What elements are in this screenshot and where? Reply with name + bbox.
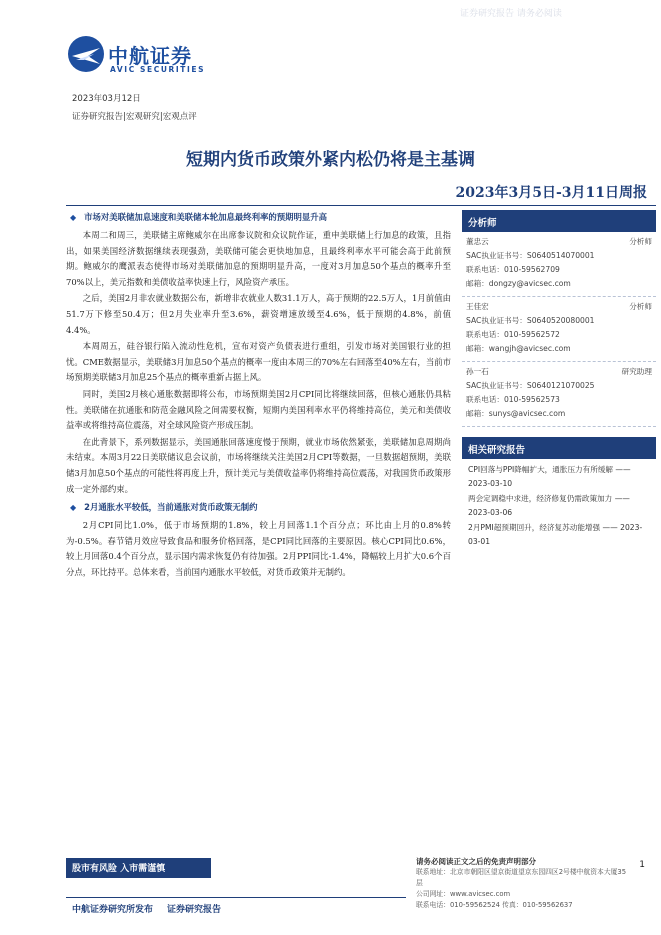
disclaimer-line: 联系电话：010-59562524 传真：010-59562637 <box>416 901 573 909</box>
related-report-link[interactable]: 两会定调稳中求进，经济修复仍需政策加力 —— 2023-03-06 <box>468 494 630 517</box>
sidebar-heading-analysts: 分析师 <box>462 210 656 232</box>
analyst-license: SAC执业证书号：S0640121070025 <box>466 381 595 390</box>
company-logo <box>66 34 226 80</box>
paragraph: 之后，美国2月非农就业数据公布，新增非农就业人数31.1万人，高于预期的22.5万人，1月前值由51.7万下修至50.4万；但2月失业率升至3.6%，薪资增速放缓至4.6%，低于预期的4.8%，前值4.4%。 <box>66 293 451 335</box>
analyst-license: SAC执业证书号：S0640520080001 <box>466 316 595 325</box>
disclaimer-line: 联系地址：北京市朝阳区望京街道望京东园四区2号楼中航资本大厦35层 <box>416 868 627 887</box>
analyst-title: 研究助理 <box>621 367 652 376</box>
logo-chinese-name: 中航证券 <box>108 44 192 68</box>
page-title: 短期内货币政策外紧内松仍将是主基调 <box>186 150 475 170</box>
analyst-email[interactable]: 邮箱：sunys@avicsec.com <box>466 409 566 418</box>
analyst-name: 王佳宏 <box>466 302 489 311</box>
analyst-email[interactable]: 邮箱：wangjh@avicsec.com <box>466 344 571 353</box>
footer-publisher: 中航证券研究所发布 <box>72 905 154 915</box>
diamond-bullet-icon: ◆ <box>70 213 77 223</box>
paragraph: 本周周五，硅谷银行陷入流动性危机，宣布对资产负债表进行重组，引发市场对美国银行业的担忧。CME数据显示，美联储3月加息50个基点的概率一度由本周三的70%左右回落至40%左右，当前市场预期美联储3月加息25个基点的概率重新占据上风。 <box>66 341 451 383</box>
analyst-email[interactable]: 邮箱：dongzy@avicsec.com <box>466 279 571 288</box>
section-heading-2 <box>66 498 451 518</box>
footer <box>72 902 221 915</box>
paragraph: 2月CPI同比1.0%，低于市场预期的1.8%，较上月回落1.1个百分点；环比由上月的0.8%转为-0.5%。春节错月效应导致食品和服务价格回落，是CPI同比回落的主要原因。核心CPI同比0.6%，较上月回落0.4个百分点，显示国内需求恢复仍有待加强。2月PPI同比-1.4%，降幅较上月扩大0.6个百分点，环比持平。总体来看，当前国内通胀水平较低，对货币政策并无制约。 <box>66 520 451 577</box>
analyst-title: 分析师 <box>629 237 652 246</box>
top-header-tag: 证券研究报告 请务必阅读 <box>460 9 562 19</box>
sidebar-heading-reports: 相关研究报告 <box>462 437 656 459</box>
risk-warning-badge: 股市有风险 入市需谨慎 <box>66 858 211 878</box>
sidebar <box>462 210 656 860</box>
analyst-phone: 联系电话：010-59562573 <box>466 395 560 404</box>
disclaimer-block <box>416 856 631 911</box>
logo-english-name: AVIC SECURITIES <box>110 65 206 74</box>
analyst-card <box>462 362 656 427</box>
related-report-link[interactable]: 2月PMI超预期回升，经济复苏动能增强 —— 2023-03-01 <box>468 523 643 546</box>
related-reports-list <box>462 459 656 554</box>
report-series: 证券研究报告|宏观研究|宏观点评 <box>72 112 197 122</box>
diamond-bullet-icon: ◆ <box>70 503 77 513</box>
analyst-title: 分析师 <box>629 302 652 311</box>
disclaimer-title: 请务必阅读正文之后的免责声明部分 <box>416 857 536 866</box>
paragraph: 在此背景下，系列数据显示，美国通胀回落速度慢于预期，就业市场依然紧张，美联储加息周期尚未结束。本周3月22日美联储议息会议前，市场将继续关注美国2月CPI等数据，一旦数据超预期，美联储3月加息50个基点的可能性将再度上升，预计美元与美债收益率仍将维持高位震荡，对我国货币政策形成一定外部约束。 <box>66 436 451 494</box>
page-number: 1 <box>639 860 645 870</box>
page-subtitle: 2023年3月5日-3月11日周报 <box>455 185 647 201</box>
paragraph: 本周二和周三，美联储主席鲍威尔在出席参议院和众议院作证，重申美联储上行加息的政策，且指出，如果美国经济数据继续表现强劲，美联储可能会更快地加息，且最终利率水平可能会高于此前预期。鲍威尔的鹰派表态使得市场对美联储加息的预期明显升高，一度对3月加息50个基点的概率升至70%以上，美元指数和美债收益率快速上行，风险资产承压。 <box>66 230 451 287</box>
analyst-phone: 联系电话：010-59562709 <box>466 265 560 274</box>
title-divider <box>66 205 656 206</box>
main-content <box>66 208 451 860</box>
analyst-name: 董忠云 <box>466 237 489 246</box>
analyst-card <box>462 297 656 362</box>
report-date: 2023年03月12日 <box>72 94 141 104</box>
section-heading-1 <box>66 208 451 228</box>
analyst-card <box>462 232 656 297</box>
analyst-name: 孙一石 <box>466 367 489 376</box>
footer-divider <box>66 897 406 898</box>
disclaimer-line: 公司网址：www.avicsec.com <box>416 890 511 898</box>
section-heading-text: 市场对美联储加息速度和美联储本轮加息最终利率的预期明显升高 <box>84 212 328 223</box>
section-heading-text: 2月通胀水平较低，当前通胀对货币政策无制约 <box>84 502 258 513</box>
paragraph: 同时，美国2月核心通胀数据即将公布，市场预期美国2月CPI同比将继续回落，但核心通胀仍具粘性。美联储在抗通胀和防范金融风险之间需要权衡，短期内美国利率水平仍将维持高位，美元和美债收益率或将维持高位震荡，对全球风险资产形成压制。 <box>66 388 451 431</box>
footer-doc-type: 证券研究报告 <box>167 905 222 915</box>
analyst-license: SAC执业证书号：S0640514070001 <box>466 251 595 260</box>
avic-logo-icon <box>66 34 106 74</box>
analyst-phone: 联系电话：010-59562572 <box>466 330 560 339</box>
related-report-link[interactable]: CPI回落与PPI降幅扩大，通胀压力有所缓解 —— 2023-03-10 <box>468 465 631 488</box>
